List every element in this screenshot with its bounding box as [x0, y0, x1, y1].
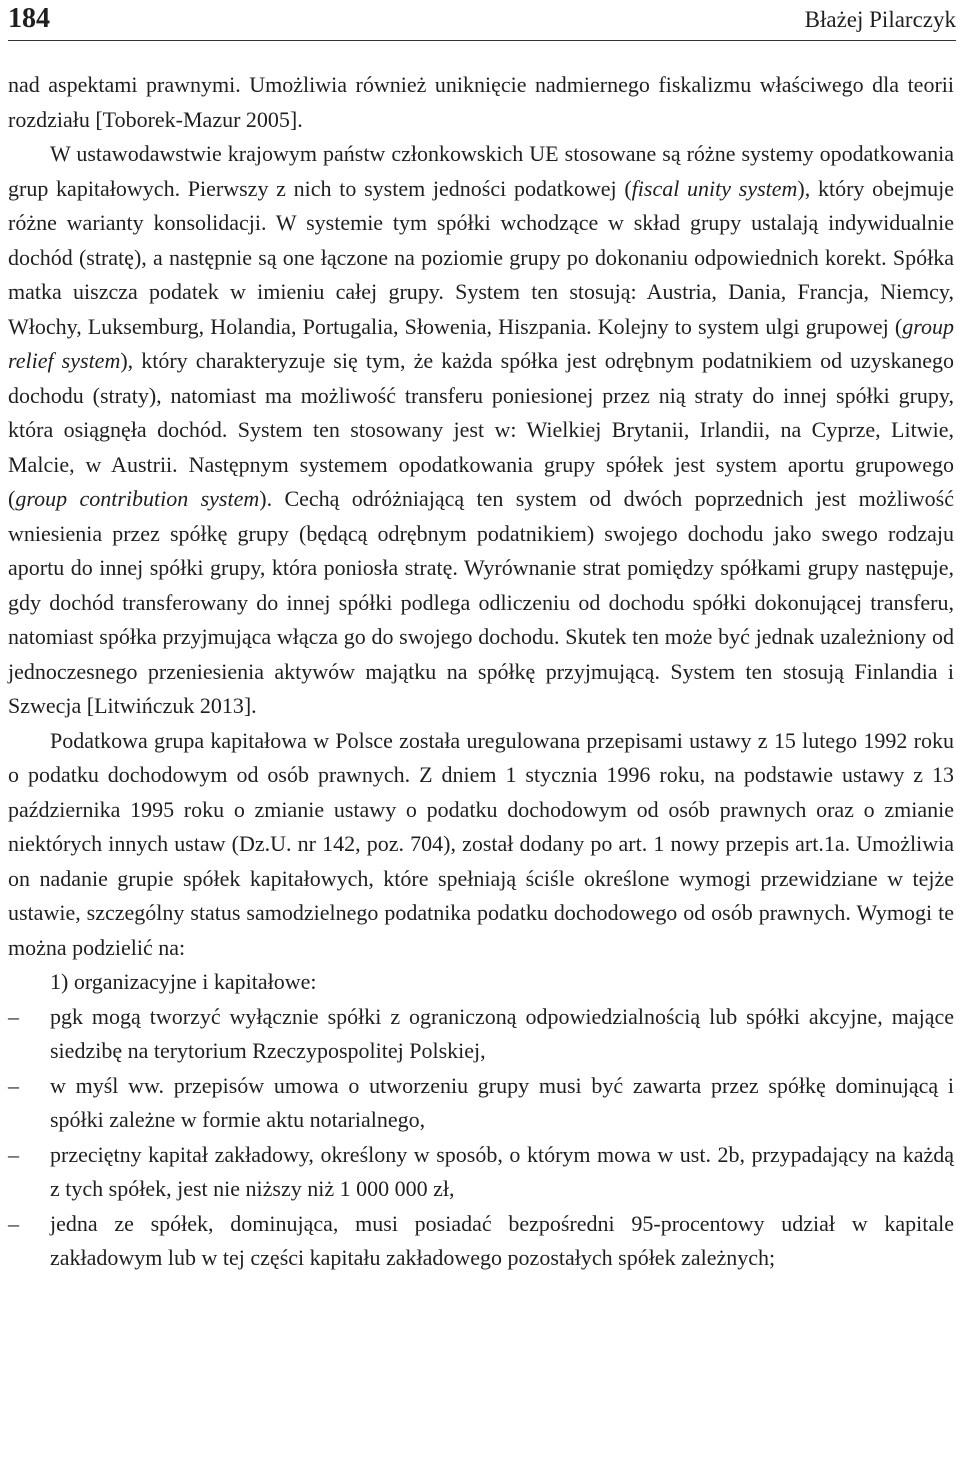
list-item [8, 1138, 954, 1207]
page-number: 184 [8, 3, 50, 34]
paragraph: W ustawodawstwie krajowym państw członkowskich UE stosowane są różne systemy opodatkowania grup kapitałowych. Pierwszy z nich to system jedności podatkowej (fiscal unity system), który obejmuje różne warianty konsolidacji. W systemie tym spółki wchodzące w skład grupy ustalają indywidualnie dochód (stratę), a następnie są one łączone na poziomie grupy po dokonaniu odpowiednich korekt. Spółka matka uiszcza podatek w imieniu całej grupy. System ten stosują: Austria, Dania, Francja, Niemcy, Włochy, Luksemburg, Holandia, Portugalia, Słowenia, Hiszpania. Kolejny to system ulgi grupowej (group relief system), który charakteryzuje się tym, że każda spółka jest odrębnym podatnikiem od uzyskanego dochodu (straty), natomiast ma możliwość transferu poniesionej przez nią straty do innej spółki grupy, która osiągnęła dochód. System ten stosowany jest w: Wielkiej Brytanii, Irlandii, na Cyprze, Litwie, Malcie, w Austrii. Następnym systemem opodatkowania grupy spółek jest system aportu grupowego (group contribution system). Cechą odróżniającą ten system od dwóch poprzednich jest możliwość wniesienia przez spółkę grupy (będącą odrębnym podatnikiem) swojego dochodu jako swego rodzaju aportu do innej spółki grupy, która poniosła stratę. Wyrównanie strat pomiędzy spółkami grupy następuje, gdy dochód transferowany do innej spółki podlega odliczeniu od dochodu spółki dokonującej transferu, natomiast spółka przyjmująca włącza go do swojego dochodu. Skutek ten może być jednak uzależniony od jednoczesnego przeniesienia aktywów majątku na spółkę przyjmującą. System ten stosują Finlandia i Szwecja [Litwińczuk 2013]. [8, 141, 954, 718]
list-item [8, 1207, 954, 1276]
list-item [8, 1069, 954, 1138]
dash-bullet: – [8, 1210, 19, 1236]
paragraph: Podatkowa grupa kapitałowa w Polsce została uregulowana przepisami ustawy z 15 lutego 1992 roku o podatku dochodowym od osób prawnych. Z dniem 1 stycznia 1996 roku, na podstawie ustawy z 13 października 1995 roku o zmianie ustawy o podatku dochodowym od osób prawnych oraz o zmianie niektórych innych ustaw (Dz.U. nr 142, poz. 704), został dodany po art. 1 nowy przepis art.1a. Umożliwia on nadanie grupie spółek kapitałowych, które spełniają ściśle określone wymogi przewidziane w tejże ustawie, szczególny status samodzielnego podatnika podatku dochodowego od osób prawnych. Wymogi te można podzielić na: [8, 727, 954, 960]
list-item-text: pgk mogą tworzyć wyłącznie spółki z ograniczoną odpowiedzialnością lub spółki akcyjne, mające siedzibę na terytorium Rzeczypospolitej Polskiej, [50, 1003, 954, 1063]
list-heading: 1) organizacyjne i kapitałowe: [50, 969, 317, 994]
paragraph: nad aspektami prawnymi. Umożliwia również uniknięcie nadmiernego fiskalizmu właściwego dla teorii rozdziału [Toborek-Mazur 2005]. [8, 72, 954, 132]
list-item-text: przeciętny kapitał zakładowy, określony w sposób, o którym mowa w ust. 2b, przypadający na każdą z tych spółek, jest nie niższy niż 1 000 000 zł, [50, 1141, 954, 1201]
dash-bullet: – [8, 1141, 19, 1167]
dash-bullet: – [8, 1003, 19, 1029]
body-text [8, 68, 954, 1276]
running-head-author: Błażej Pilarczyk [804, 7, 956, 32]
list-item-text: jedna ze spółek, dominująca, musi posiadać bezpośredni 95-procentowy udział w kapitale zakładowym lub w tej części kapitału zakładowego pozostałych spółek zależnych; [50, 1210, 954, 1270]
dash-bullet: – [8, 1072, 19, 1098]
page-header [8, 0, 956, 41]
list-item-text: w myśl ww. przepisów umowa o utworzeniu grupy musi być zawarta przez spółkę dominującą i spółki zależne w formie aktu notarialnego, [50, 1072, 954, 1132]
list-item [8, 1000, 954, 1069]
